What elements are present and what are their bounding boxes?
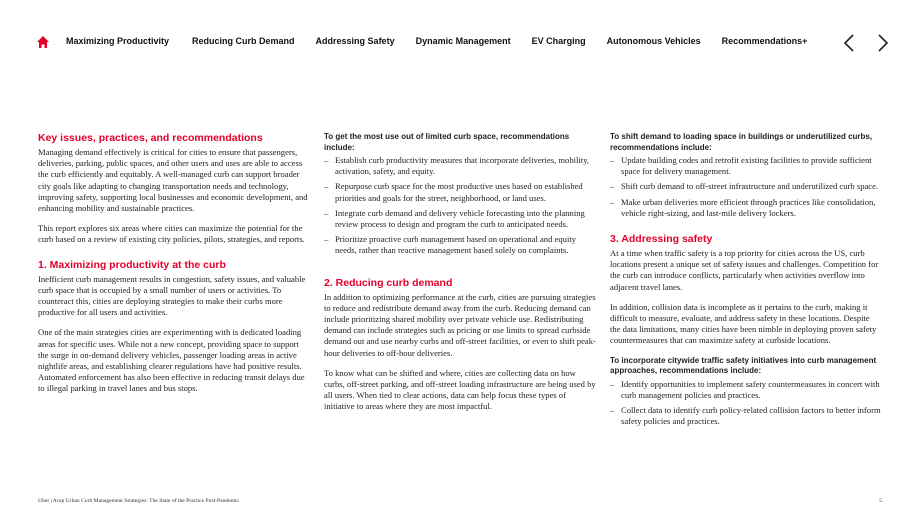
section-1-paragraph-2: One of the main strategies cities are experimenting with is dedicated loading areas for specific uses. While not a new concept, providing space to support the surge in on-demand delivery vehicles, passenger loading areas in active nightlife areas, and establishing clearer regulations have had positive results. Automated enforcement has also been effective in reducing transit delays due to illegal parking in travel lanes and bus stops. (38, 327, 305, 394)
list-item: – Repurpose curb space for the most productive uses based on established priorities and goals for the street, neighborhood, or land uses. (324, 181, 583, 203)
column-1 (38, 132, 310, 404)
page-number: 5 (879, 498, 882, 504)
section-2-heading: 2. Reducing curb demand (324, 276, 453, 289)
list-item: – Collect data to identify curb policy-related collision factors to better inform safety policies and practices. (610, 405, 881, 427)
column-2 (324, 132, 596, 422)
list-item: – Identify opportunities to implement safety countermeasures in concert with curb management policies and practices. (610, 378, 880, 400)
intro-paragraph: Managing demand effectively is critical for cities to ensure that passengers, deliveries, parking, public spaces, and other users and uses are able to access the curb efficiently and equitably. A well-managed curb can support broader city goals like adapting to changing transportation needs and technology, improving safety, supporting local businesses and economic development, and enhancing mobility and sustainable practices. (38, 147, 308, 214)
column-3 (610, 132, 882, 431)
section-3-heading: 3. Addressing safety (610, 233, 713, 246)
nav-maximizing-productivity[interactable]: Maximizing Productivity (66, 36, 170, 46)
nav-reducing-curb-demand[interactable]: Reducing Curb Demand (192, 36, 295, 46)
shift-demand-recommendations-lead: To shift demand to loading space in buildings or underutilized curbs, recommendations include: (610, 132, 873, 152)
safety-recommendations-lead: To incorporate citywide traffic safety initiatives into curb management approaches, recommendations include: (610, 355, 877, 376)
footer-text: Uber | Arup Urban Curb Management Strategies: The State of the Practice Post-Pandemic (38, 498, 240, 504)
nav-ev-charging[interactable]: EV Charging (531, 36, 586, 46)
section-2-paragraph-1: In addition to optimizing performance at the curb, cities are pursuing strategies to reduce and redistribute demand away from the curb. Reducing demand can include prioritizing shared mobility over private vehicle use. Redistributing demand can include strategies such as pricing or use limits to spread curbside demand out and use nearby curbs and off-street facilities, or even to shift peak-hour deliveries to off-hour deliveries. (324, 291, 596, 358)
productivity-recommendations-lead: To get the most use out of limited curb space, recommendations include: (324, 132, 570, 152)
chevron-left-icon[interactable] (842, 33, 856, 53)
section-3-paragraph-1: At a time when traffic safety is a top priority for cities across the US, curb locations present a unique set of safety issues and challenges. Competition for the curb can introduce conflicts, particularly when activities overflow into adjacent travel lanes. (610, 248, 879, 292)
chevron-right-icon[interactable] (876, 33, 890, 53)
list-item: – Integrate curb demand and delivery vehicle forecasting into the planning review process to design and program the curb to anticipated needs. (324, 207, 585, 230)
list-item: – Update building codes and retrofit existing facilities to provide sufficient space for delivery management. (610, 155, 872, 177)
report-overview-paragraph: This report explores six areas where cities can maximize the potential for the curb based on a review of existing city policies, pilots, strategies, and reports. (38, 223, 305, 245)
nav-addressing-safety[interactable]: Addressing Safety (315, 36, 395, 46)
section-2-paragraph-2: To know what can be shifted and where, cities are collecting data on how curbs, off-street parking, and off-street loading infrastructure are being used by all users. When tied to clear actions, data can help focus these types of initiative to areas where they are most impactful. (324, 367, 596, 412)
nav-dynamic-management[interactable]: Dynamic Management (415, 36, 511, 46)
nav-autonomous-vehicles[interactable]: Autonomous Vehicles (606, 36, 701, 46)
list-item: – Shift curb demand to off-street infrastructure and underutilized curb space. (610, 181, 879, 192)
top-navigation (36, 34, 890, 52)
nav-recommendations[interactable]: Recommendations+ (721, 36, 808, 46)
key-issues-heading: Key issues, practices, and recommendations (38, 132, 263, 144)
section-3-paragraph-2: In addition, collision data is incomplete as it pertains to the curb, making it difficult to measure, evaluate, and address safety in these locations. Despite the data limitations, many cities have been nimble in deploying proven safety countermeasures that can maximize safety at curbside locations. (610, 301, 877, 346)
list-item: – Make urban deliveries more efficient through practices like consolidation, vehicle right-sizing, and last-mile delivery lockers. (610, 196, 876, 218)
home-icon[interactable] (36, 35, 50, 49)
list-item: – Establish curb productivity measures that incorporate deliveries, mobility, activation, safety, and equity. (324, 155, 590, 177)
section-1-paragraph-1: Inefficient curb management results in congestion, safety issues, and valuable curb space that is occupied by a small number of users or activities. To counteract this, cities are deploying strategies to make their curbs more productive for all users and activities. (38, 273, 306, 318)
list-item: – Prioritize proactive curb management based on operational and equity needs, rather than reactive management based solely on complaints. (324, 234, 577, 256)
section-1-heading: 1. Maximizing productivity at the curb (38, 258, 226, 271)
